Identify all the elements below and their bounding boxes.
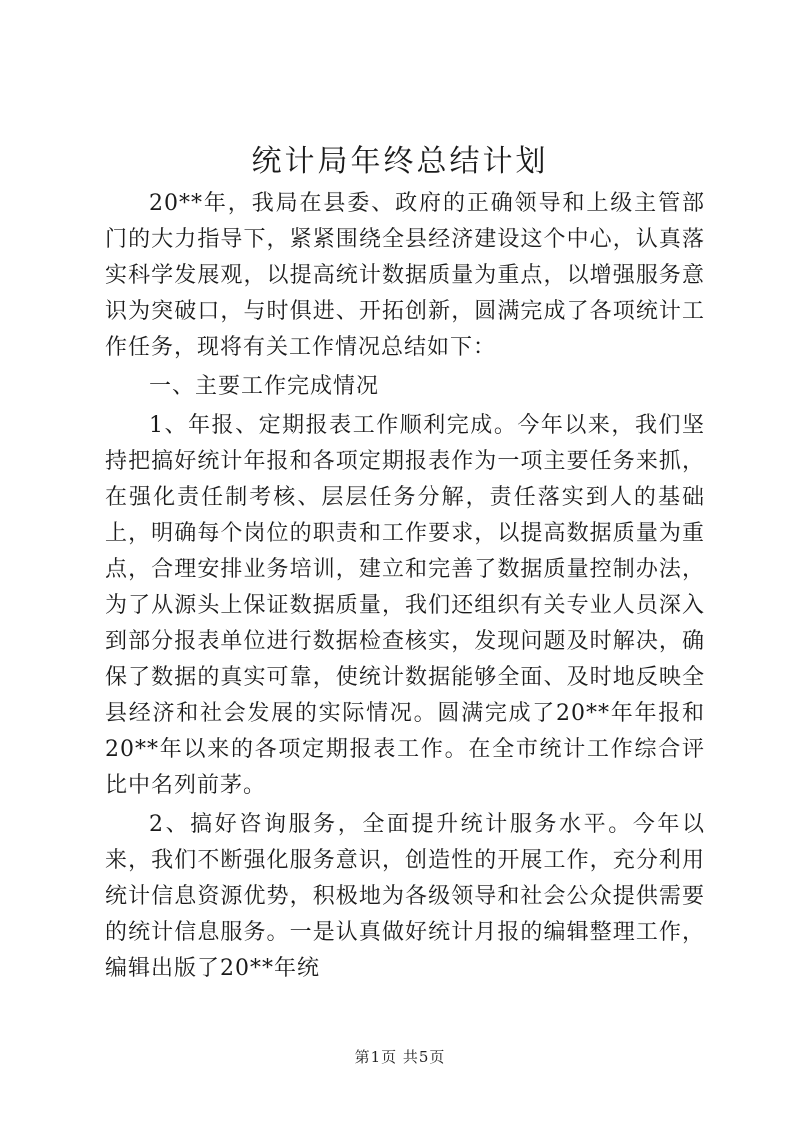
document-body <box>105 186 705 990</box>
page-number-footer: 第1页 共5页 <box>354 1048 446 1066</box>
paragraph-intro: 20**年，我局在县委、政府的正确领导和上级主管部门的大力指导下，紧紧围绕全县经济建设这个中心，认真落实科学发展观，以提高统计数据质量为重点，以增强服务意识为突破口，与时俱进、开拓创新，圆满完成了各项统计工作任务，现将有关工作情况总结如下： <box>105 191 705 360</box>
document-title: 统计局年终总结计划 <box>251 144 549 179</box>
paragraph-item-2: 2、搞好咨询服务，全面提升统计服务水平。今年以来，我们不断强化服务意识，创造性的开展工作，充分利用统计信息资源优势，积极地为各级领导和社会公众提供需要的统计信息服务。一是认真做好统计月报的编辑整理工作，编辑出版了20**年统 <box>105 812 705 981</box>
section-heading: 一、主要工作完成情况 <box>149 374 380 399</box>
paragraph-item-1: 1、年报、定期报表工作顺利完成。今年以来，我们坚持把搞好统计年报和各项定期报表作为一项主要任务来抓，在强化责任制考核、层层任务分解，责任落实到人的基础上，明确每个岗位的职责和工作要求，以提高数据质量为重点，合理安排业务培训，建立和完善了数据质量控制办法，为了从源头上保证数据质量，我们还组织有关专业人员深入到部分报表单位进行数据检查核实，发现问题及时解决，确保了数据的真实可靠，使统计数据能够全面、及时地反映全县经济和社会发展的实际情况。圆满完成了20**年年报和20**年以来的各项定期报表工作。在全市统计工作综合评比中名列前茅。 <box>105 413 705 798</box>
